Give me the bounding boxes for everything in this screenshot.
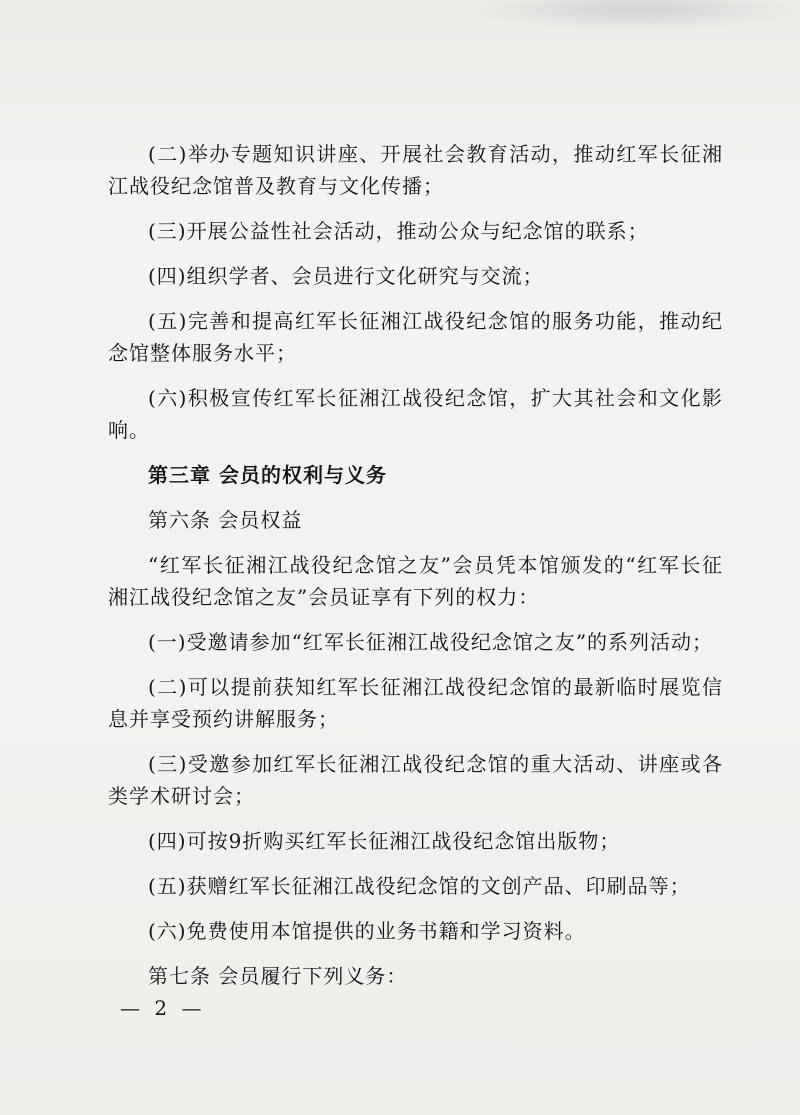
chapter-title: 第三章 会员的权利与义务 [148, 463, 387, 487]
article-6-title: 第六条 会员权益 [148, 508, 303, 532]
scan-smudge [470, 0, 800, 30]
right-6: (六)免费使用本馆提供的业务书籍和学习资料。 [148, 919, 586, 943]
paragraph-4: (四)组织学者、会员进行文化研究与交流； [148, 264, 544, 288]
document-body [108, 138, 723, 1005]
paragraph-3: (三)开展公益性社会活动，推动公众与纪念馆的联系； [148, 219, 649, 243]
right-5: (五)获赠红军长征湘江战役纪念馆的文创产品、印刷品等； [148, 874, 691, 898]
page-number: — 2 — [120, 996, 206, 1020]
article-7-title: 第七条 会员履行下列义务： [148, 964, 408, 988]
right-2: (二)可以提前获知红军长征湘江战役纪念馆的最新临时展览信息并享受预约讲解服务； [108, 675, 723, 731]
right-4: (四)可按9折购买红军长征湘江战役纪念馆出版物； [148, 829, 621, 853]
right-3: (三)受邀参加红军长征湘江战役纪念馆的重大活动、讲座或各类学术研讨会； [108, 752, 723, 808]
paragraph-2: (二)举办专题知识讲座、开展社会教育活动，推动红军长征湘江战役纪念馆普及教育与文化传播； [108, 142, 723, 198]
right-1: (一)受邀请参加“红军长征湘江战役纪念馆之友”的系列活动； [148, 630, 714, 654]
article-6-intro: “红军长征湘江战役纪念馆之友”会员凭本馆颁发的“红军长征湘江战役纪念馆之友”会员证享有下列的权力： [108, 553, 723, 609]
paragraph-6: (六)积极宣传红军长征湘江战役纪念馆，扩大其社会和文化影响。 [108, 386, 723, 442]
paragraph-5: (五)完善和提高红军长征湘江战役纪念馆的服务功能，推动纪念馆整体服务水平； [108, 309, 723, 365]
